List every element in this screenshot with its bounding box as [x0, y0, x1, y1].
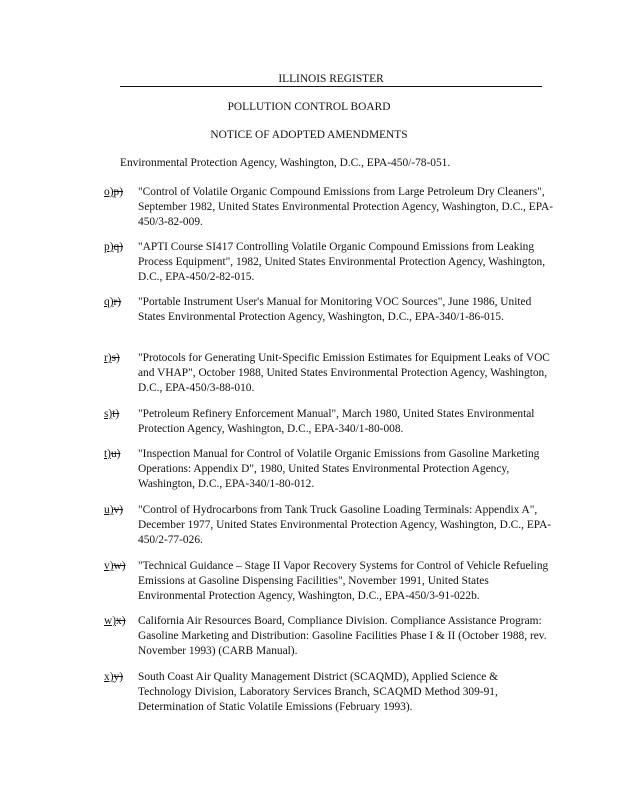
item-text: California Air Resources Board, Compliance Division. Compliance Assistance Program: Gasoline Marketing and Distribution: Gasoline Facilities Phase I & II (October 1988, rev. November 1993) (CARB Manual).	[138, 615, 547, 657]
item-label	[104, 559, 140, 574]
old-label: q)	[113, 241, 123, 253]
item-text: "Portable Instrument User's Manual for Monitoring VOC Sources", June 1986, United States Environmental Protection Agency, Washington, D.C., EPA-340/1-86-015.	[138, 296, 532, 323]
item-text: "Technical Guidance – Stage II Vapor Recovery Systems for Control of Vehicle Refueling Emissions at Gasoline Dispensing Facilities", November 1991, United States Environmental Protection Agency, Washington, D.C., EPA-450/3-91-022b.	[138, 560, 549, 602]
item-label	[104, 447, 140, 462]
new-label: o)	[104, 186, 114, 198]
item-label	[104, 503, 140, 518]
new-label: s)	[104, 408, 113, 420]
item-text: "Protocols for Generating Unit-Specific Emission Estimates for Equipment Leaks of VOC and VHAP", October 1988, United States Environmental Protection Agency, Washington, D.C., EPA-450/3-88-010.	[138, 352, 550, 394]
old-label: s)	[111, 352, 120, 364]
old-label: r)	[113, 296, 122, 308]
old-label: v)	[113, 504, 123, 516]
list-item	[104, 351, 554, 396]
item-label	[104, 670, 140, 685]
old-label: u)	[110, 448, 121, 460]
item-label	[104, 295, 140, 310]
item-text: "Control of Hydrocarbons from Tank Truck Gasoline Loading Terminals: Appendix A", December 1977, United States Environmental Protection Agency, Washington, D.C., EPA-450/2-77-026.	[138, 504, 552, 546]
list-item	[104, 447, 554, 492]
list-item	[104, 240, 554, 285]
new-label: p)	[104, 241, 114, 253]
new-label: w)	[104, 615, 117, 627]
new-label: r)	[104, 352, 112, 364]
notice-title: NOTICE OF ADOPTED AMENDMENTS	[210, 129, 408, 141]
item-label	[104, 407, 140, 422]
item-text: "Control of Volatile Organic Compound Emissions from Large Petroleum Dry Cleaners", September 1982, United States Environmental Protection Agency, Washington, D.C., EPA-450/3-82-009.	[138, 186, 553, 228]
list-item	[104, 295, 554, 325]
item-text: South Coast Air Quality Management District (SCAQMD), Applied Science & Technology Division, Laboratory Services Branch, SCAQMD Method 309-91, Determination of Static Volatile Emissions (February 1993).	[138, 671, 499, 713]
list-item	[104, 670, 554, 715]
item-label	[104, 614, 140, 629]
new-label: q)	[104, 296, 114, 308]
list-item	[104, 503, 554, 548]
new-label: x)	[104, 671, 114, 683]
old-label: p)	[113, 186, 123, 198]
old-label: x)	[116, 615, 126, 627]
new-label: u)	[104, 504, 114, 516]
new-label: t)	[104, 448, 111, 460]
new-label: v)	[104, 560, 114, 572]
item-text: "Inspection Manual for Control of Volatile Organic Emissions from Gasoline Marketing Operations: Appendix D", 1980, United States Environmental Protection Agency, Washington, D.C., EPA-340/1-80-012.	[138, 448, 540, 490]
old-label: t)	[112, 408, 120, 420]
list-item	[104, 614, 554, 659]
item-text: "Petroleum Refinery Enforcement Manual", March 1980, United States Environmental Protection Agency, Washington, D.C., EPA-340/1-80-008.	[138, 408, 535, 435]
item-label	[104, 240, 140, 255]
list-item	[104, 407, 554, 437]
register-title: ILLINOIS REGISTER	[120, 72, 542, 87]
item-label	[104, 185, 140, 200]
item-label	[104, 351, 140, 366]
continuation-text: Environmental Protection Agency, Washington, D.C., EPA-450/-78-051.	[120, 157, 451, 169]
old-label: w)	[113, 560, 126, 572]
item-text: "APTI Course SI417 Controlling Volatile Organic Compound Emissions from Leaking Process Equipment", 1982, United States Environmental Protection Agency, Washington, D.C., EPA-450/2-82-015.	[138, 241, 546, 283]
board-title: POLLUTION CONTROL BOARD	[227, 101, 391, 113]
list-item	[104, 559, 554, 604]
list-item	[104, 185, 554, 230]
old-label: y)	[113, 671, 123, 683]
